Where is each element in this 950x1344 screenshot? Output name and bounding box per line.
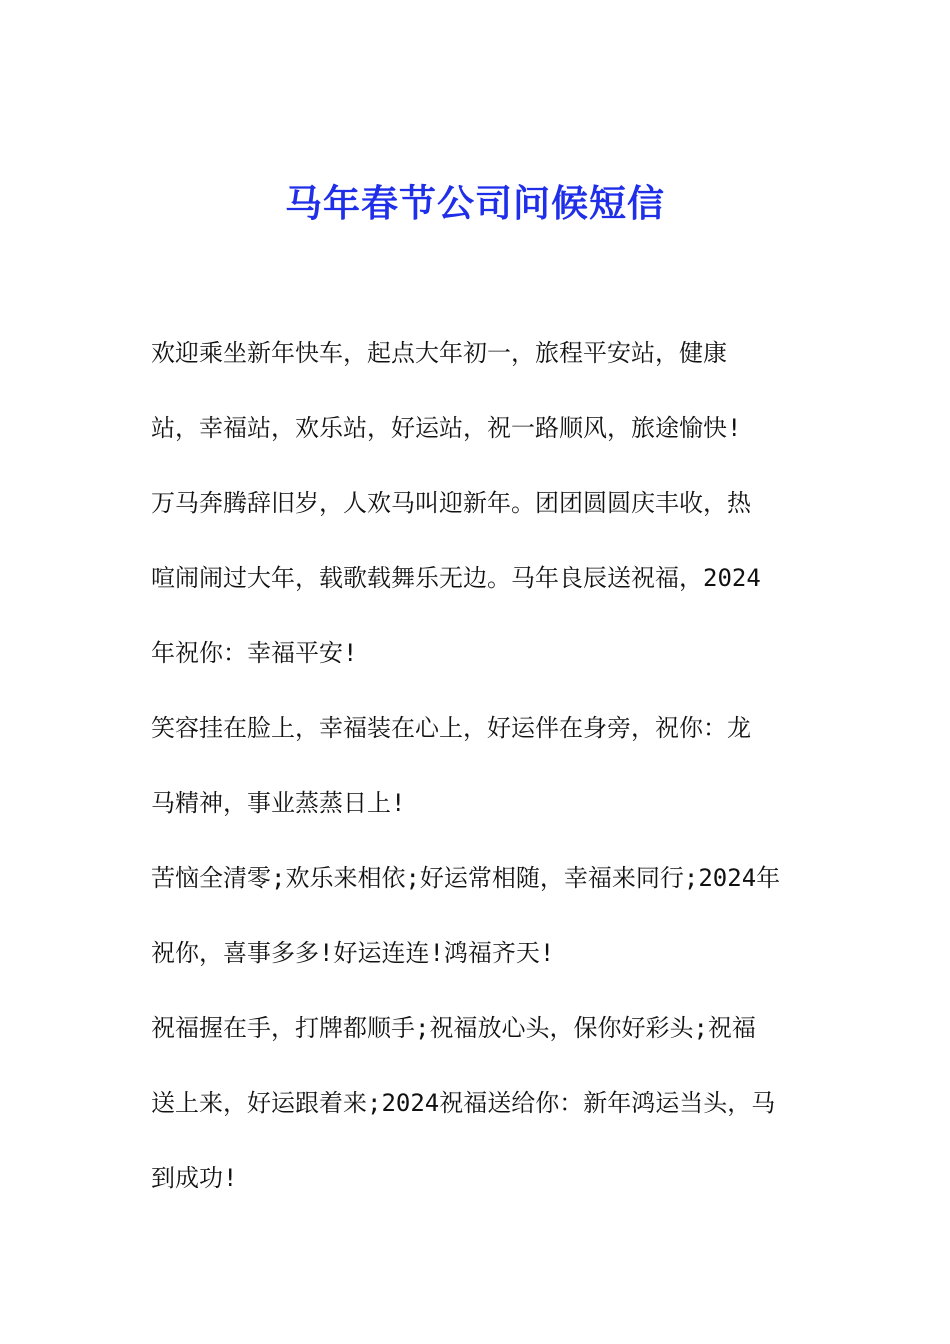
text-line: 喧闹闹过大年，载歌载舞乐无边。马年良辰送祝福，2024 — [151, 564, 761, 592]
text-line: 苦恼全清零;欢乐来相依;好运常相随，幸福来同行;2024年 — [151, 864, 781, 892]
document-body — [151, 330, 831, 1230]
text-line: 站，幸福站，欢乐站，好运站，祝一路顺风，旅途愉快! — [151, 414, 742, 442]
text-line: 笑容挂在脸上，幸福装在心上，好运伴在身旁，祝你：龙 — [151, 714, 751, 742]
text-line: 年祝你：幸福平安! — [151, 639, 358, 667]
text-line: 到成功! — [151, 1164, 238, 1192]
text-line: 祝你，喜事多多!好运连连!鸿福齐天! — [151, 939, 555, 967]
text-line: 祝福握在手，打牌都顺手;祝福放心头，保你好彩头;祝福 — [151, 1014, 756, 1042]
document-title: 马年春节公司问候短信 — [285, 181, 665, 225]
text-line: 送上来，好运跟着来;2024祝福送给你：新年鸿运当头，马 — [151, 1089, 776, 1117]
text-line: 欢迎乘坐新年快车，起点大年初一，旅程平安站，健康 — [151, 339, 727, 367]
text-line: 马精神，事业蒸蒸日上! — [151, 789, 406, 817]
text-line: 万马奔腾辞旧岁，人欢马叫迎新年。团团圆圆庆丰收，热 — [151, 489, 751, 517]
